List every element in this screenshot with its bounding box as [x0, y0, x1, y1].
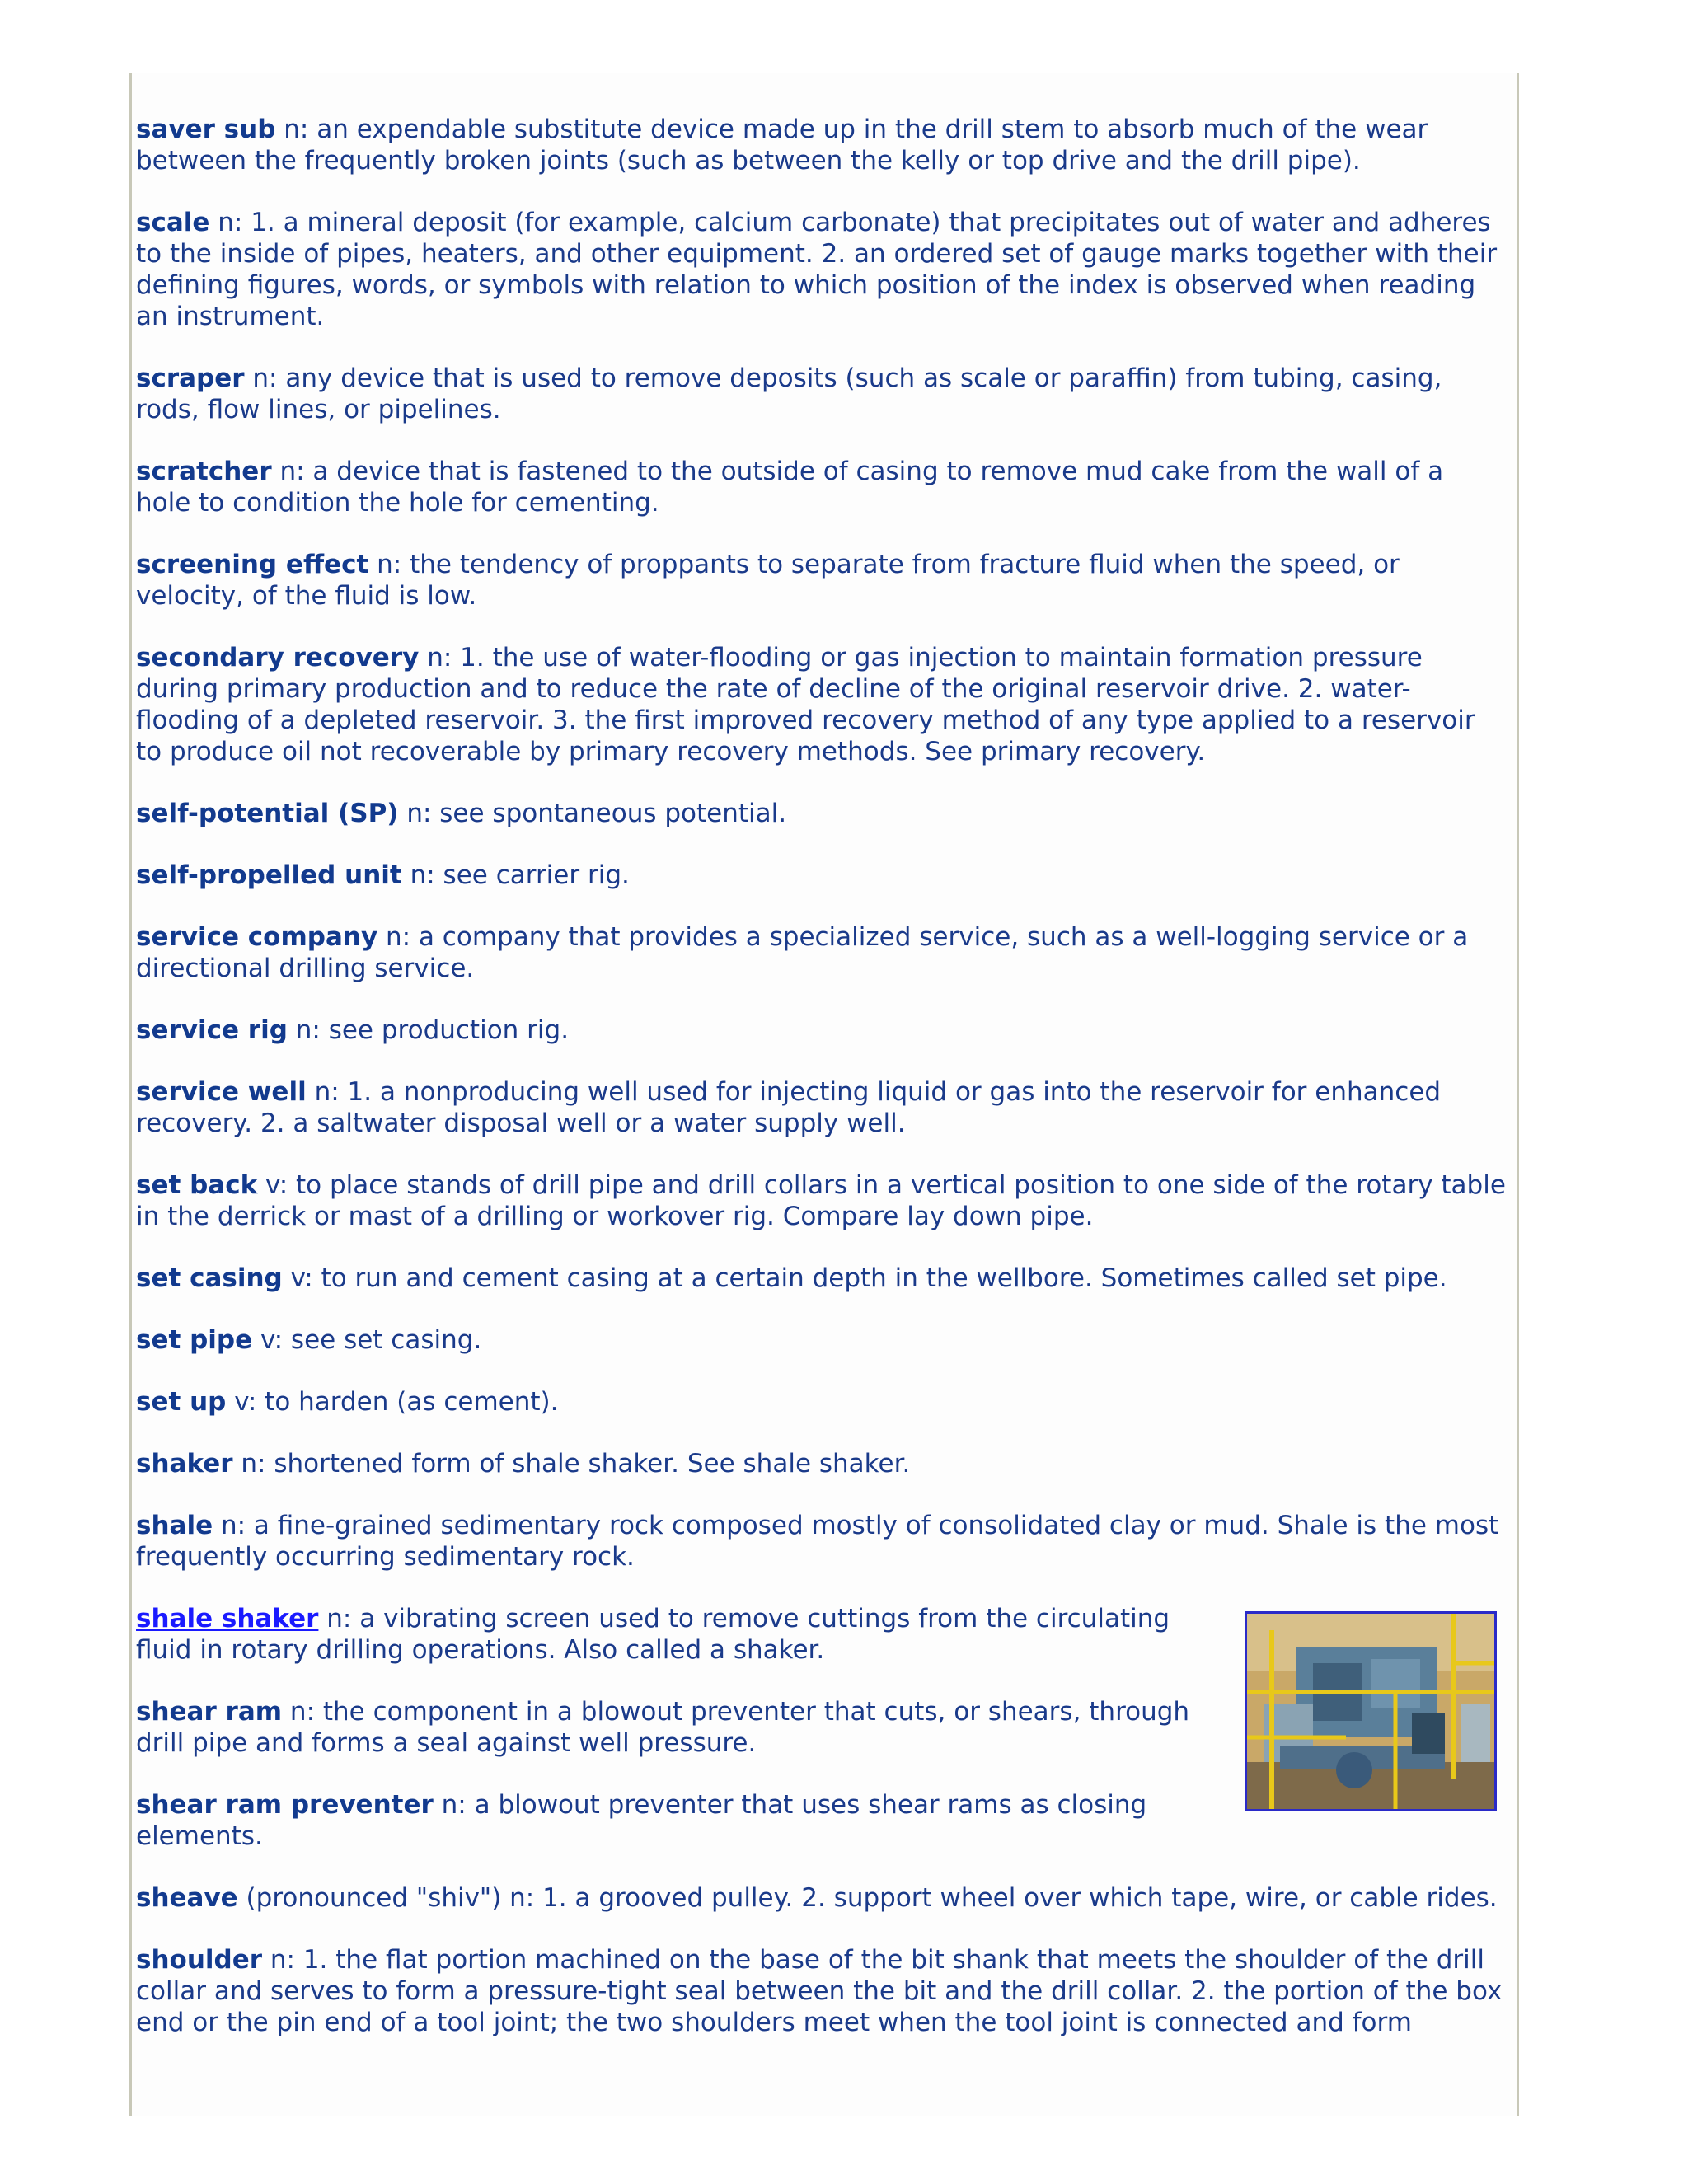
glossary-entry-self-potential	[136, 798, 1506, 829]
entry-term: set casing	[136, 1263, 283, 1293]
entry-definition: n: see production rig.	[287, 1015, 570, 1045]
entry-term: secondary recovery	[136, 643, 420, 673]
entry-term: scraper	[136, 363, 245, 393]
entry-term: service company	[136, 922, 378, 952]
entry-term: service well	[136, 1077, 307, 1107]
entry-definition: (pronounced "shiv") n: 1. a grooved pulley. 2. support wheel over which tape, wire, or cable rides.	[237, 1883, 1498, 1913]
glossary-entry-scraper	[136, 363, 1506, 425]
entry-term: shale	[136, 1511, 213, 1540]
entry-definition: n: the tendency of proppants to separate from fracture fluid when the speed, or velocity, of the fluid is low.	[136, 550, 1400, 611]
glossary-entry-set-pipe	[136, 1324, 1506, 1356]
glossary-entry-shoulder	[136, 1944, 1506, 2038]
entry-term: set pipe	[136, 1325, 253, 1355]
glossary-entry-scratcher	[136, 456, 1506, 518]
entry-definition: n: 1. a mineral deposit (for example, calcium carbonate) that precipitates out of water and adheres to the inside of pipes, heaters, and other equipment. 2. an ordered set of gauge marks together with their defining figures, words, or symbols with relation to which position of the index is observed when reading an instrument.	[136, 208, 1498, 331]
glossary-entry-set-up	[136, 1386, 1506, 1418]
entry-definition: v: see set casing.	[252, 1325, 482, 1355]
entry-definition: v: to harden (as cement).	[226, 1387, 559, 1417]
entry-definition: n: an expendable substitute device made up in the drill stem to absorb much of the wear between the frequently broken joints (such as between the kelly or top drive and the drill pipe).	[136, 115, 1428, 176]
glossary-entry-scale	[136, 207, 1506, 332]
entry-term: shear ram preventer	[136, 1790, 434, 1820]
glossary-entry-service-company	[136, 921, 1506, 984]
entry-definition: v: to run and cement casing at a certain depth in the wellbore. Sometimes called set pipe.	[282, 1263, 1447, 1293]
entry-definition: n: 1. the flat portion machined on the base of the bit shank that meets the shoulder of the drill collar and serves to form a pressure-tight seal between the bit and the drill collar. 2. the portion of the box end or the pin end of a tool joint; the two shoulders meet when the tool joint is connected and form	[136, 1945, 1503, 2037]
glossary-entry-sheave	[136, 1882, 1506, 1914]
entry-definition: n: see carrier rig.	[401, 860, 630, 890]
glossary-entry-shaker	[136, 1448, 1506, 1479]
shale-shaker-illustration	[1247, 1614, 1494, 1809]
entry-definition: n: a company that provides a specialized service, such as a well-logging service or a directional drilling service.	[136, 922, 1469, 983]
entry-term: scratcher	[136, 457, 272, 486]
entry-definition: v: to place stands of drill pipe and drill collars in a vertical position to one side of the rotary table in the derrick or mast of a drilling or workover rig. Compare lay down pipe.	[136, 1170, 1506, 1231]
glossary-entry-shale	[136, 1510, 1506, 1572]
glossary-entry-set-casing	[136, 1263, 1506, 1294]
entry-definition: n: 1. the use of water-flooding or gas injection to maintain formation pressure during primary production and to reduce the rate of decline of the original reservoir drive. 2. water-flooding of a depleted reservoir. 3. the first improved recovery method of any type applied to a reservoir to produce oil not recoverable by primary recovery methods. See primary recovery.	[136, 643, 1475, 766]
entry-definition: n: 1. a nonproducing well used for injecting liquid or gas into the reservoir for enhanced recovery. 2. a saltwater disposal well or a water supply well.	[136, 1077, 1442, 1138]
entry-term: screening effect	[136, 550, 369, 579]
shale-shaker-link[interactable]: shale shaker	[136, 1604, 319, 1633]
entry-term: saver sub	[136, 115, 276, 144]
entry-definition: n: the component in a blowout preventer that cuts, or shears, through drill pipe and forms a seal against well pressure.	[136, 1697, 1190, 1758]
glossary-entry-shear-ram-preventer	[136, 1789, 1224, 1852]
glossary-entry-saver-sub	[136, 114, 1506, 176]
entry-definition: n: shortened form of shale shaker. See shale shaker.	[232, 1449, 911, 1479]
glossary-entry-self-propelled-unit	[136, 860, 1506, 891]
entry-term: shear ram	[136, 1697, 283, 1727]
entry-term: self-potential (SP)	[136, 799, 399, 828]
entry-term: service rig	[136, 1015, 288, 1045]
shale-shaker-photo[interactable]	[1245, 1611, 1497, 1811]
glossary-entry-shear-ram	[136, 1696, 1224, 1759]
entry-term: sheave	[136, 1883, 238, 1913]
entry-definition: n: any device that is used to remove deposits (such as scale or paraffin) from tubing, casing, rods, flow lines, or pipelines.	[136, 363, 1442, 424]
entry-term: self-propelled unit	[136, 860, 402, 890]
entry-definition: n: a fine-grained sedimentary rock composed mostly of consolidated clay or mud. Shale is the most frequently occurring sedimentary rock.	[136, 1511, 1499, 1572]
entry-term: set up	[136, 1387, 227, 1417]
entry-definition: n: see spontaneous potential.	[398, 799, 787, 828]
entry-term: shoulder	[136, 1945, 263, 1975]
entry-term: shaker	[136, 1449, 233, 1479]
glossary-entry-service-rig	[136, 1015, 1506, 1046]
glossary-entry-service-well	[136, 1076, 1506, 1139]
entry-definition: n: a vibrating screen used to remove cuttings from the circulating fluid in rotary drilling operations. Also called a shaker.	[136, 1604, 1170, 1665]
entry-definition: n: a blowout preventer that uses shear rams as closing elements.	[136, 1790, 1147, 1851]
entry-definition: n: a device that is fastened to the outside of casing to remove mud cake from the wall of a hole to condition the hole for cementing.	[136, 457, 1444, 518]
glossary-entry-secondary-recovery	[136, 642, 1506, 767]
glossary-entry-set-back	[136, 1169, 1506, 1232]
entry-term: set back	[136, 1170, 258, 1200]
glossary-entry-shale-shaker	[136, 1603, 1224, 1666]
glossary-entry-screening-effect	[136, 549, 1506, 612]
entry-term: scale	[136, 208, 210, 237]
